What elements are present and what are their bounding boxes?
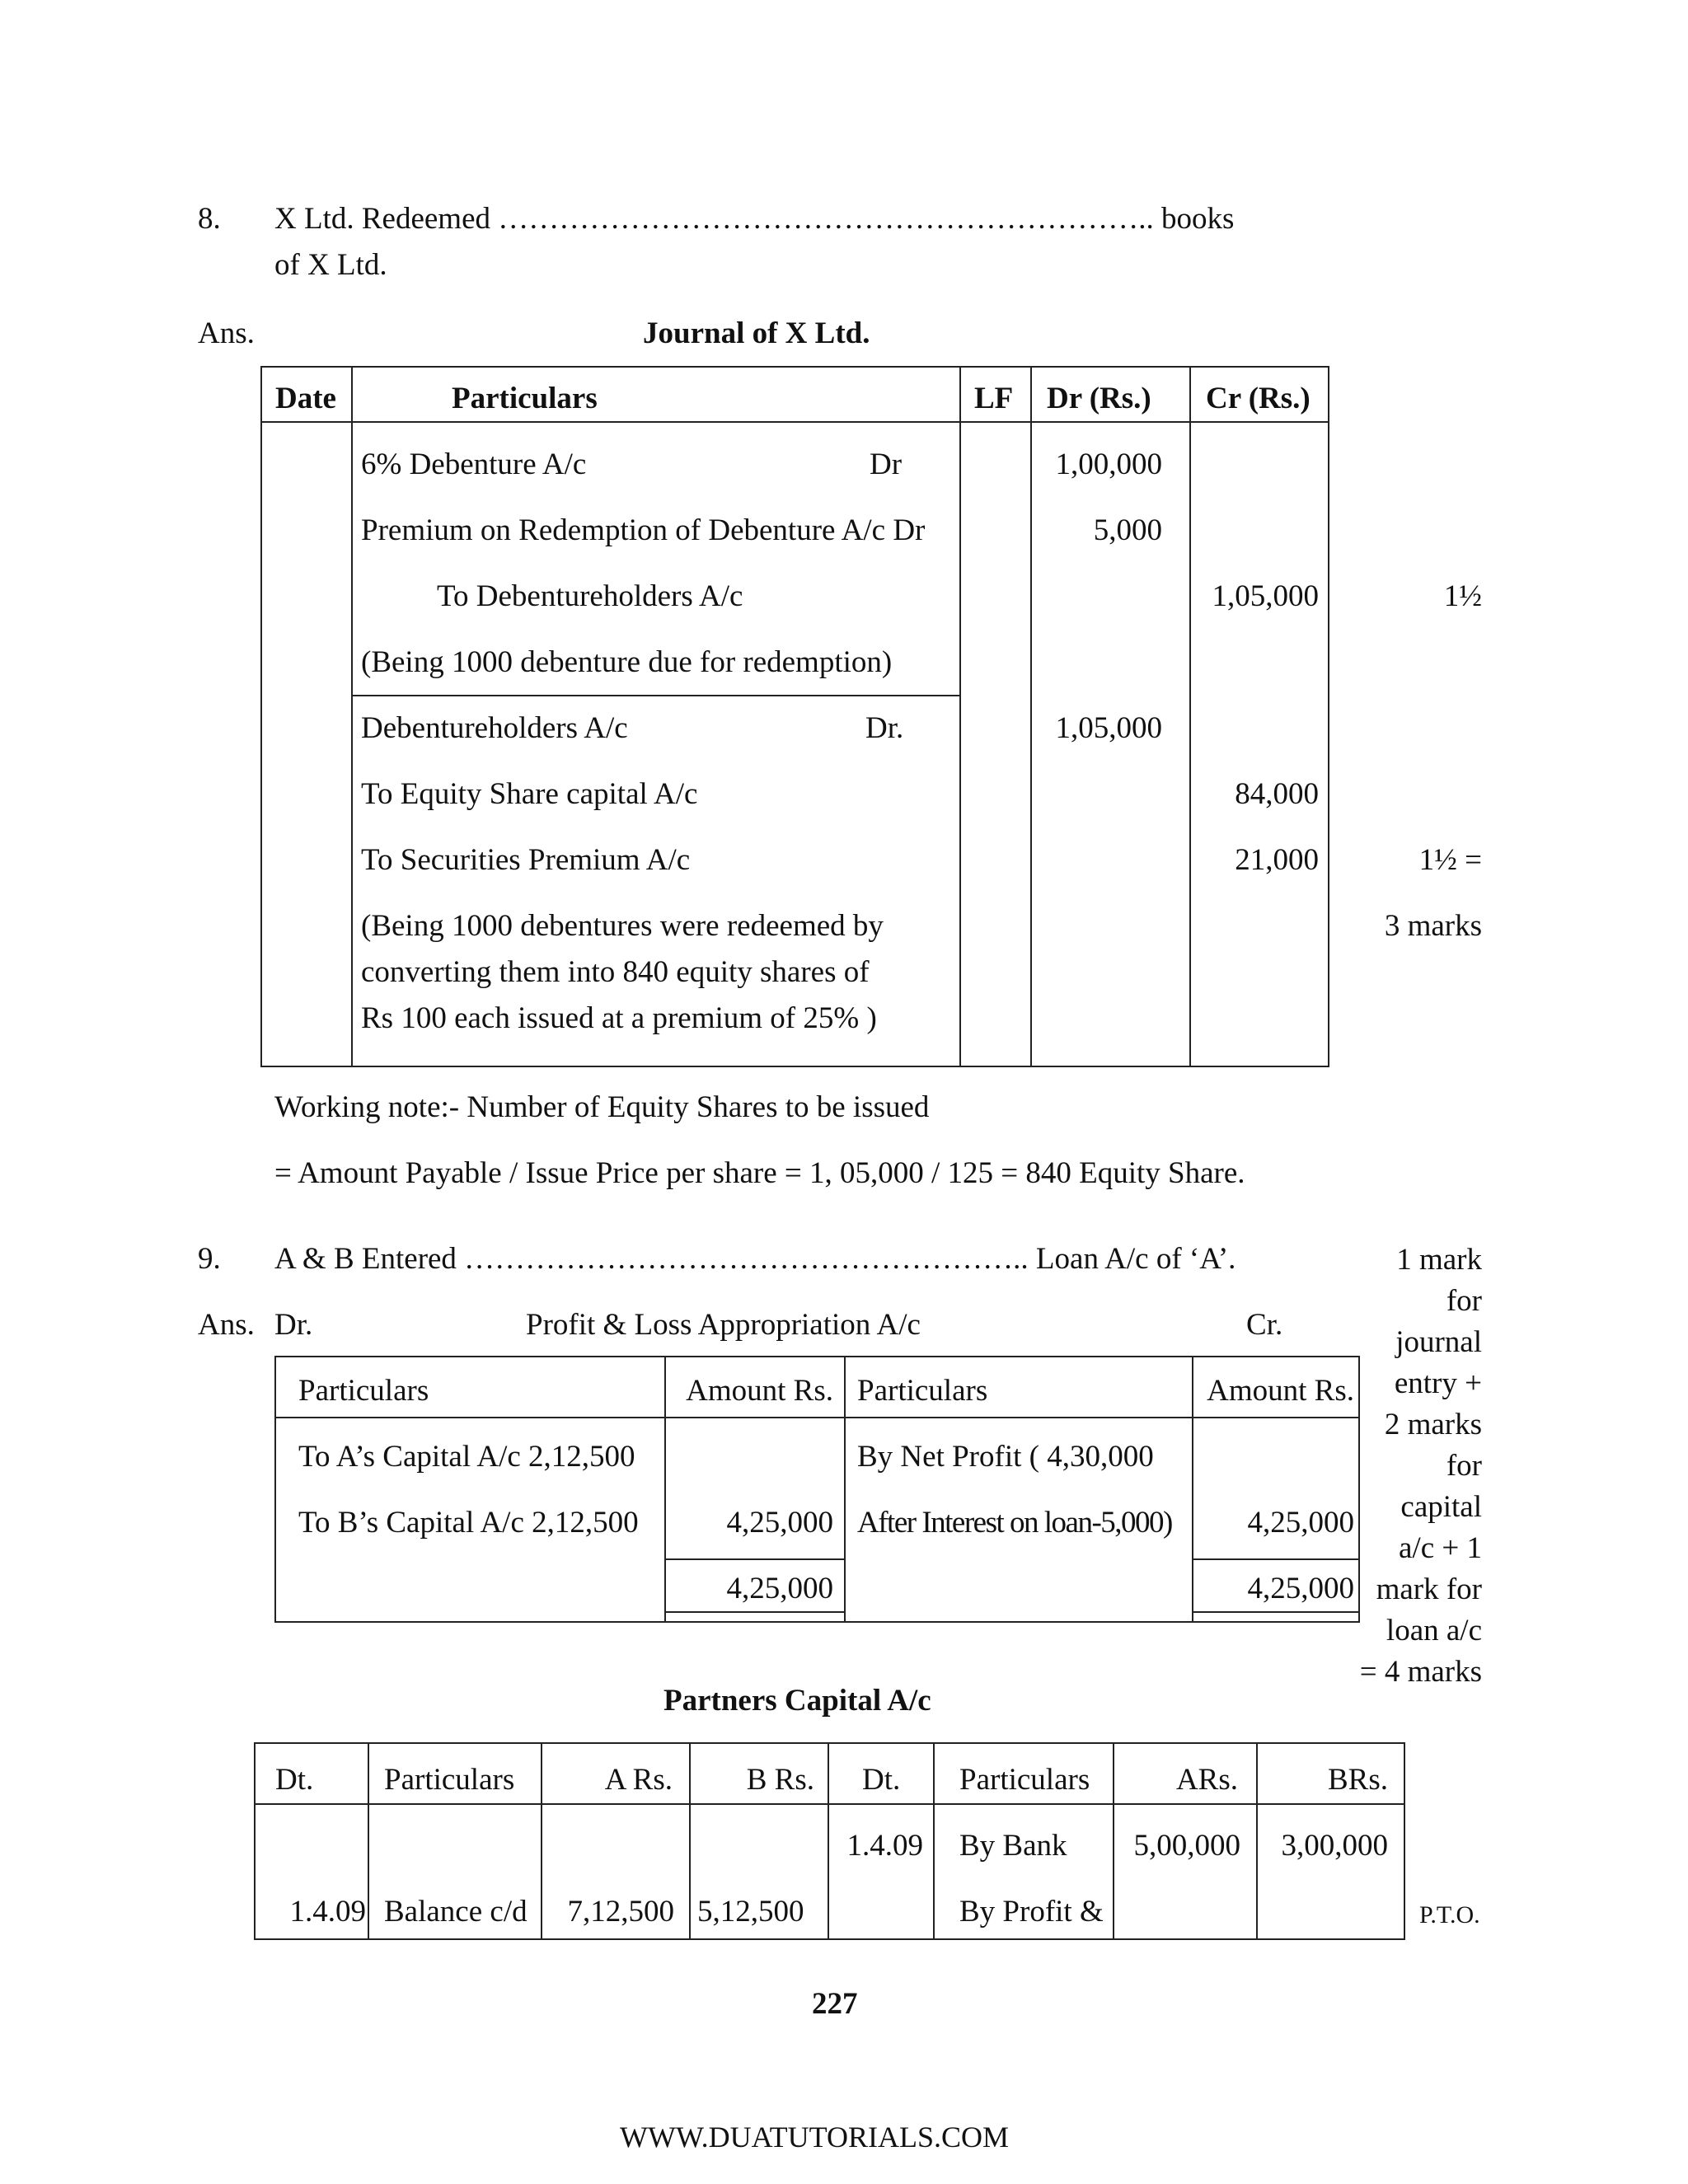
cap-row1-dt-right: 1.4.09 [846, 1829, 923, 1863]
entry2-line3-text: To Securities Premium A/c [361, 843, 691, 877]
entry1-narration: (Being 1000 debenture due for redemption) [361, 645, 893, 679]
q8-question-line2: of X Ltd. [274, 248, 387, 282]
capital-title: Partners Capital A/c [663, 1684, 931, 1718]
pla-right-row1: By Net Profit ( 4,30,000 [857, 1440, 1154, 1474]
q9-marks-line: entry + [1394, 1366, 1482, 1400]
pla-total-left: 4,25,000 [726, 1572, 833, 1605]
entry1-line2-text: Premium on Redemption of Debenture A/c Dr [361, 513, 926, 547]
working-note-line2: = Amount Payable / Issue Price per share = 1, 05,000 / 125 = 840 Equity Share. [274, 1156, 1245, 1190]
entry1-line1-dr: Dr [870, 448, 903, 481]
pla-total-right: 4,25,000 [1247, 1572, 1354, 1605]
website-footer: WWW.DUATUTORIALS.COM [620, 2121, 1009, 2154]
entry1-line3-amount: 1,05,000 [1212, 579, 1319, 613]
cap-row2-particulars-left: Balance c/d [384, 1895, 528, 1929]
cap-header-a-left: A Rs. [604, 1763, 673, 1797]
q9-marks-line: 1 mark [1396, 1243, 1482, 1277]
pla-title: Profit & Loss Appropriation A/c [526, 1308, 921, 1342]
pla-left-amount: 4,25,000 [726, 1506, 833, 1540]
working-note-line1: Working note:- Number of Equity Shares to be issued [274, 1090, 930, 1124]
entry2-line1-text: Debentureholders A/c [361, 711, 628, 745]
q9-marks-line: = 4 marks [1359, 1655, 1482, 1689]
entry2-narration-line3: Rs 100 each issued at a premium of 25% ) [361, 1001, 877, 1035]
journal-header-dr: Dr (Rs.) [1047, 382, 1151, 415]
q9-question: A & B Entered ……………………………………………….. Loan A/c of ‘A’. [274, 1242, 1236, 1276]
cap-header-particulars-left: Particulars [384, 1763, 515, 1797]
cap-row1-particulars-right: By Bank [959, 1829, 1067, 1863]
pla-cr-label: Cr. [1246, 1308, 1283, 1342]
entry2-narration-line1: (Being 1000 debentures were redeemed by [361, 909, 884, 943]
cap-row2-dt-left: 1.4.09 [289, 1895, 366, 1929]
entry2-narration-line2: converting them into 840 equity shares of [361, 955, 870, 989]
pla-dr-label: Dr. [274, 1308, 313, 1342]
pla-header-amount-left: Amount Rs. [686, 1374, 833, 1408]
pla-header-particulars-left: Particulars [298, 1374, 429, 1408]
journal-title: Journal of X Ltd. [643, 316, 870, 350]
pla-header-particulars-right: Particulars [857, 1374, 988, 1408]
cap-row1-a-right: 5,00,000 [1133, 1829, 1240, 1863]
journal-header-particulars: Particulars [452, 382, 598, 415]
cap-header-b-left: B Rs. [746, 1763, 814, 1797]
pla-header-amount-right: Amount Rs. [1207, 1374, 1354, 1408]
cap-header-a-right: ARs. [1175, 1763, 1238, 1797]
journal-header-lf: LF [974, 382, 1014, 415]
q9-marks-note [1352, 1240, 1482, 1693]
q9-ans-label: Ans. [198, 1308, 255, 1342]
q9-marks-line: for [1446, 1284, 1482, 1318]
pla-left-row2: To B’s Capital A/c 2,12,500 [298, 1506, 639, 1540]
entry2-marks-line1: 1½ = [1418, 843, 1482, 877]
entry2-line3-amount: 21,000 [1235, 843, 1319, 877]
entry2-line1-dr: Dr. [865, 711, 904, 745]
entry2-line2-amount: 84,000 [1235, 777, 1319, 811]
cap-header-b-right: BRs. [1327, 1763, 1388, 1797]
pla-right-row2: After Interest on loan-5,000) [857, 1506, 1172, 1540]
cap-header-particulars-right: Particulars [959, 1763, 1090, 1797]
entry2-marks-line2: 3 marks [1384, 909, 1482, 943]
cap-header-dt-left: Dt. [275, 1763, 314, 1797]
q9-number: 9. [198, 1242, 221, 1276]
journal-header-date: Date [275, 382, 336, 415]
page-number: 227 [812, 1987, 858, 2021]
cap-row1-b-right: 3,00,000 [1281, 1829, 1388, 1863]
q9-marks-line: mark for [1376, 1572, 1482, 1606]
cap-header-dt-right: Dt. [862, 1763, 901, 1797]
entry1-line3-text: To Debentureholders A/c [437, 579, 743, 613]
q9-marks-line: journal [1395, 1325, 1482, 1359]
q8-number: 8. [198, 202, 221, 236]
q8-ans-label: Ans. [198, 316, 255, 350]
entry1-marks: 1½ [1443, 579, 1482, 613]
entry2-line2-text: To Equity Share capital A/c [361, 777, 698, 811]
q9-marks-line: loan a/c [1386, 1614, 1482, 1647]
entry1-line1-amount: 1,00,000 [1055, 448, 1162, 481]
journal-header-cr: Cr (Rs.) [1206, 382, 1311, 415]
pto-label: P.T.O. [1419, 1901, 1480, 1929]
q9-marks-line: capital [1400, 1490, 1482, 1524]
q8-question-line1: X Ltd. Redeemed ……………………………………………………….. books [274, 202, 1235, 236]
cap-row2-b-left: 5,12,500 [697, 1895, 804, 1929]
q9-marks-line: for [1446, 1449, 1482, 1483]
entry1-line2-amount: 5,000 [1093, 513, 1162, 547]
cap-row2-particulars-right: By Profit & [959, 1895, 1104, 1929]
q9-marks-line: 2 marks [1384, 1408, 1482, 1441]
cap-row2-a-left: 7,12,500 [567, 1895, 674, 1929]
entry1-line1-text: 6% Debenture A/c [361, 448, 587, 481]
pla-right-amount: 4,25,000 [1247, 1506, 1354, 1540]
entry2-line1-amount: 1,05,000 [1055, 711, 1162, 745]
pla-left-row1: To A’s Capital A/c 2,12,500 [298, 1440, 635, 1474]
q9-marks-line: a/c + 1 [1399, 1531, 1482, 1565]
